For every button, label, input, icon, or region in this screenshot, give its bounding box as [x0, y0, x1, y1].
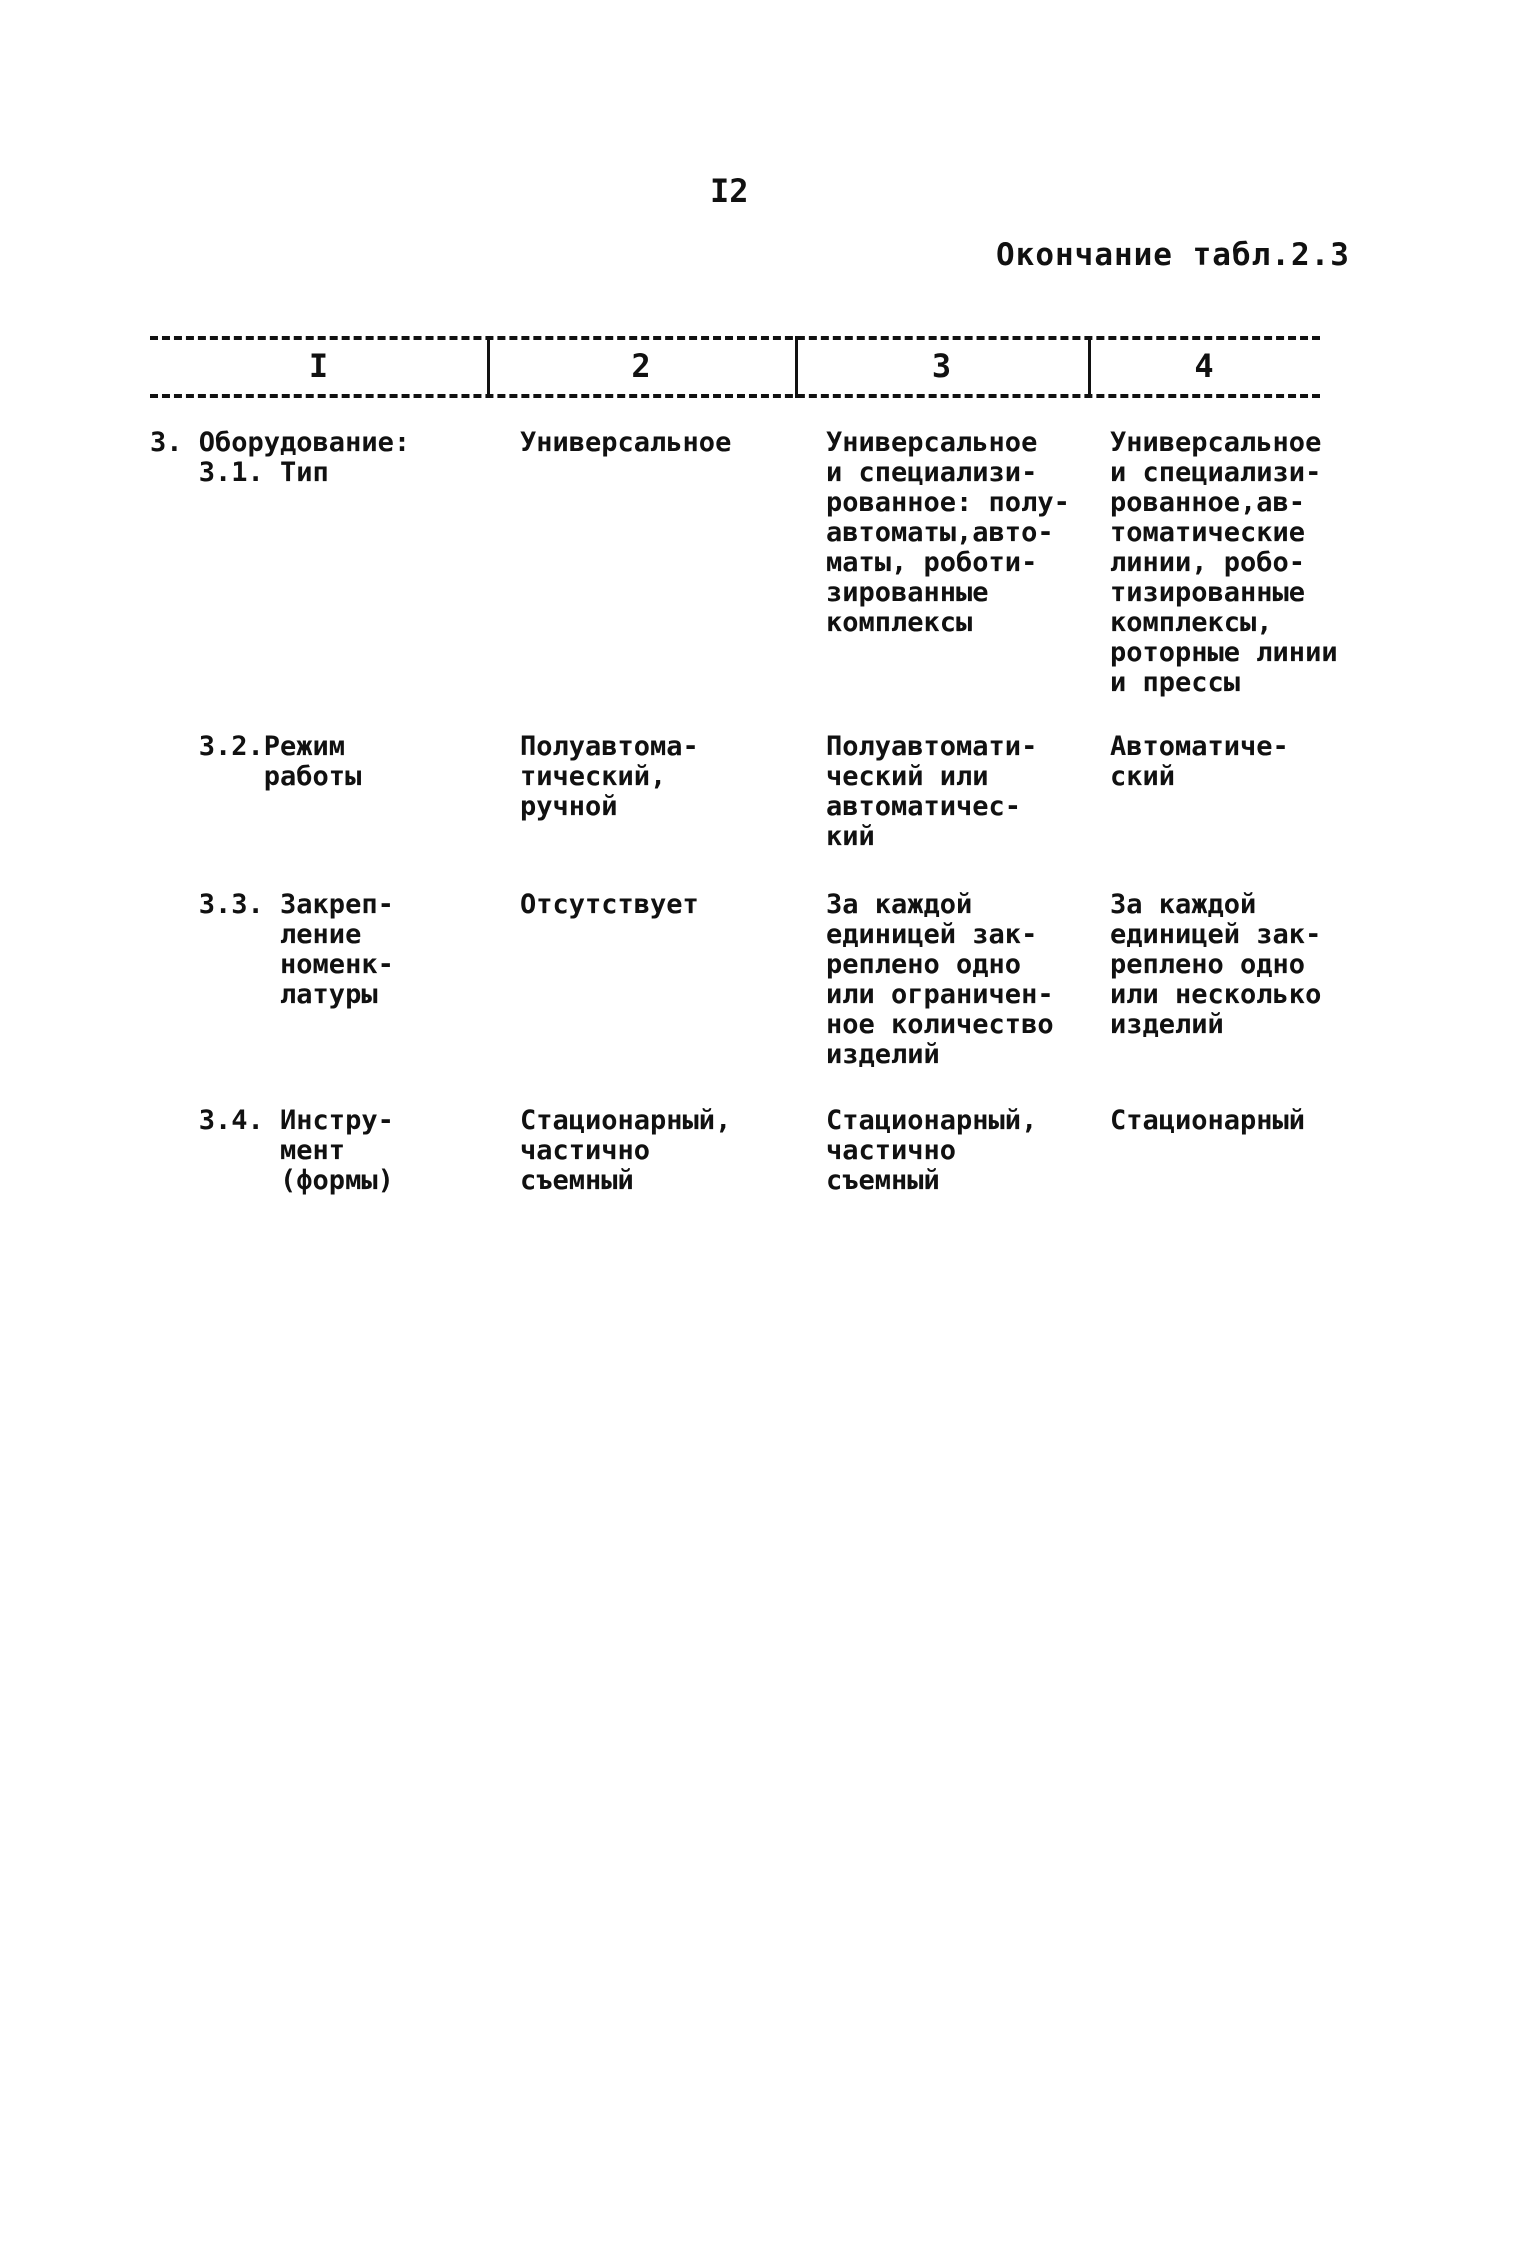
- table-cell: Универсальное и специализи- рованное,ав- томатические линии, робо- тизированные комплексы, роторные линии и прессы: [1110, 427, 1338, 698]
- table-cell: Полуавтома- тический, ручной: [520, 731, 699, 822]
- table-cell: Универсальное: [520, 427, 732, 458]
- table-cell: За каждой единицей зак- реплено одно или ограничен- ное количество изделий: [826, 889, 1054, 1070]
- table-cell: 3.4. Инстру- мент (формы): [198, 1105, 394, 1196]
- table-cell: Стационарный, частично съемный: [520, 1105, 732, 1196]
- column-header-3: 3: [931, 347, 952, 385]
- table-cell: Стационарный: [1110, 1105, 1306, 1136]
- table-cell: Отсутствует: [520, 889, 699, 920]
- table-cell: Полуавтомати- ческий или автоматичес- кий: [826, 731, 1038, 852]
- column-header-2: 2: [631, 347, 651, 385]
- table-cell: 3.3. Закреп- ление номенк- латуры: [198, 889, 394, 1010]
- table-caption: Окончание табл.2.3: [996, 237, 1350, 273]
- table-cell: За каждой единицей зак- реплено одно или несколько изделий: [1110, 889, 1322, 1040]
- table-top-rule: [150, 336, 1320, 340]
- table-cell: 3.2.Режим работы: [198, 731, 362, 792]
- column-header-1: I: [308, 347, 329, 385]
- table-cell: Универсальное и специализи- рованное: полу- автоматы,авто- маты, роботи- зированные комплексы: [826, 427, 1070, 638]
- column-header-4: 4: [1194, 347, 1214, 385]
- page-number: I2: [710, 172, 749, 210]
- table-cell: Стационарный, частично съемный: [826, 1105, 1038, 1196]
- table-header-bottom-rule: [150, 394, 1320, 398]
- table-cell: 3. Оборудование: 3.1. Тип: [150, 427, 411, 488]
- table-cell: Автоматиче- ский: [1110, 731, 1289, 792]
